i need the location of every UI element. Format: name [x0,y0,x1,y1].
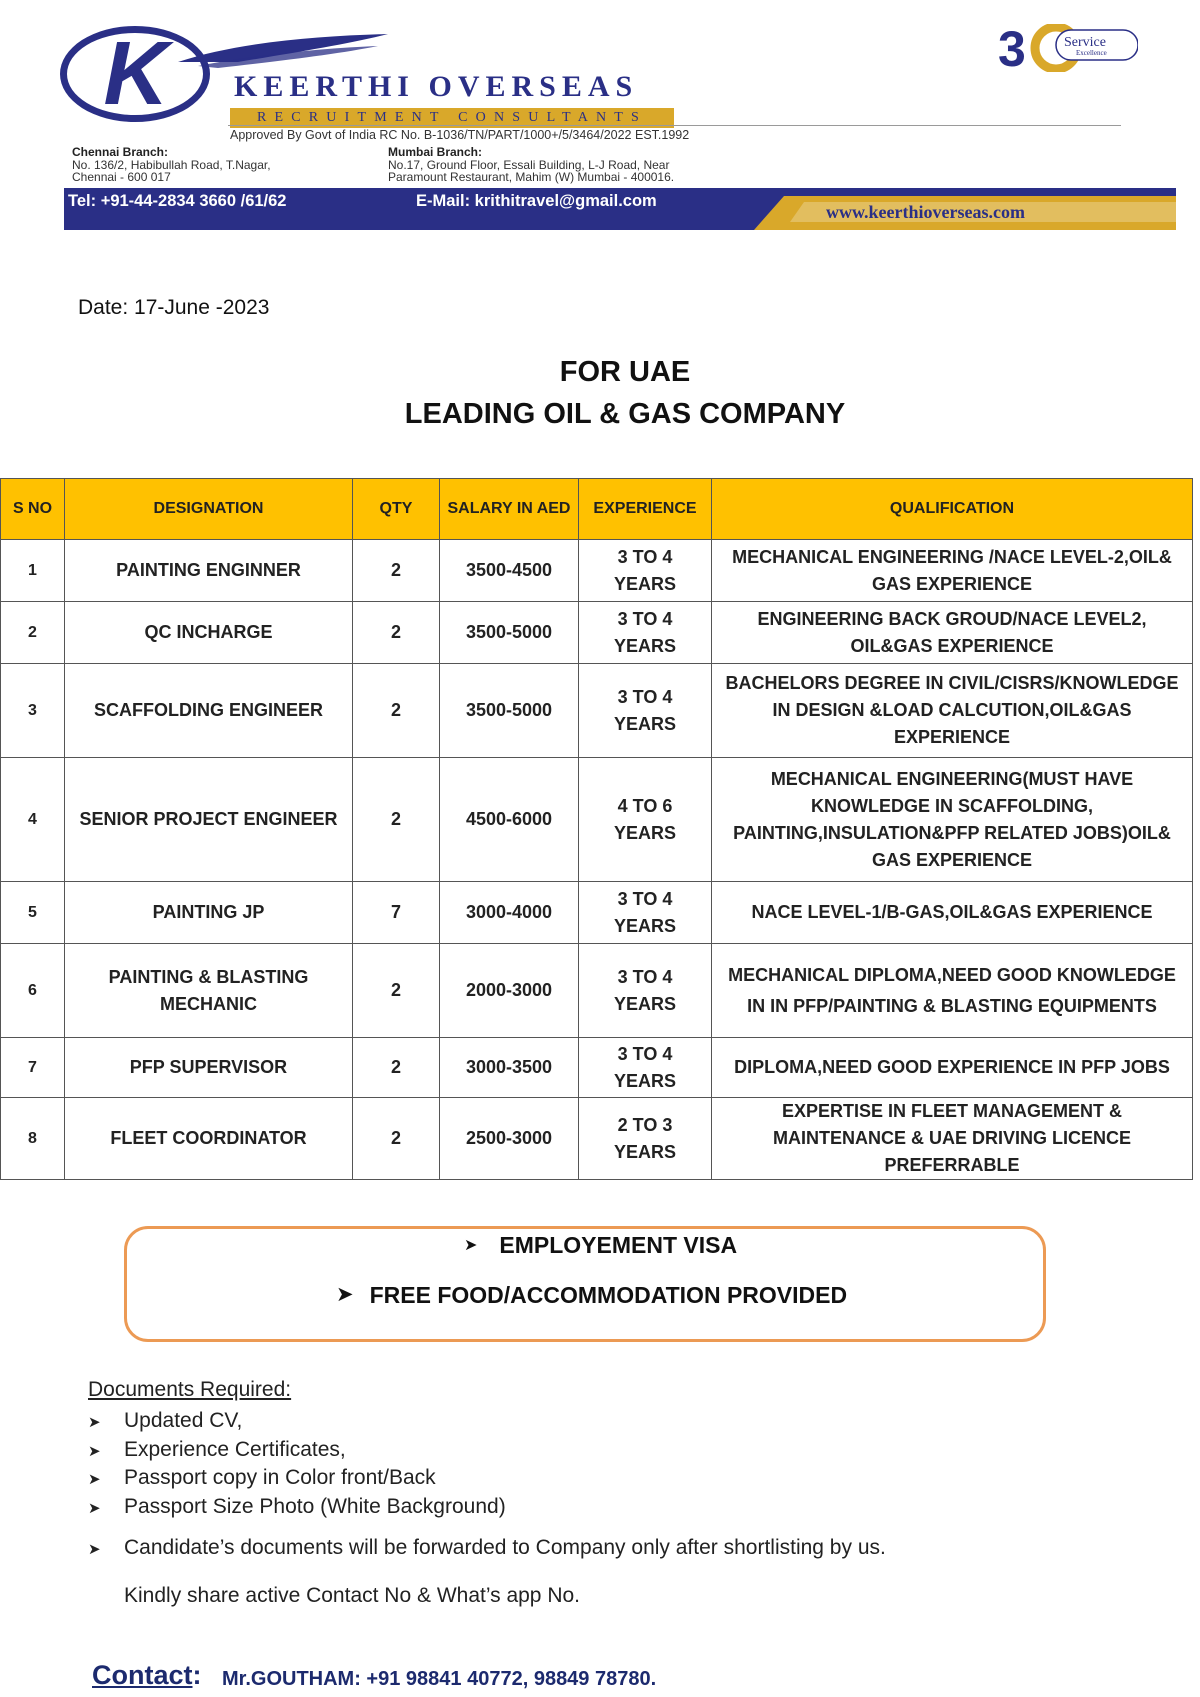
cell-designation: PAINTING JP [65,882,353,944]
cell-designation: QC INCHARGE [65,602,353,664]
shortlisting-note-text: Candidate’s documents will be forwarded to Company only after shortlisting by us. [124,1536,886,1559]
share-contact-note: Kindly share active Contact No & What’s app No. [124,1584,581,1607]
contact-details: Mr.GOUTHAM: +91 98841 40772, 98849 78780. [222,1668,657,1690]
cell-experience: 2 TO 3 YEARS [579,1098,712,1180]
chennai-address-line1: No. 136/2, Habibullah Road, T.Nagar, [72,157,271,172]
table-row [1,664,1193,758]
approval-text: Approved By Govt of India RC No. B-1036/TN/PART/1000+/5/3464/2022 EST.1992 [230,128,690,142]
badge-text-excellence: Excellence [1076,49,1107,57]
header-designation: DESIGNATION [65,479,353,540]
cell-experience: 3 TO 4 YEARS [579,664,712,758]
cell-salary: 4500-6000 [440,758,579,882]
cell-designation: SENIOR PROJECT ENGINEER [65,758,353,882]
document-item-text: Updated CV, [124,1409,243,1432]
cell-salary: 2000-3000 [440,944,579,1038]
list-item [88,1408,506,1437]
cell-salary: 3500-5000 [440,664,579,758]
table-row [1,1098,1193,1180]
telephone: Tel: +91-44-2834 3660 /61/62 [68,192,287,210]
cell-salary: 3500-4500 [440,540,579,602]
header-qualification: QUALIFICATION [712,479,1193,540]
document-item-text: Experience Certificates, [124,1437,346,1461]
badge-text-service: Service [1064,35,1106,50]
header-divider [228,125,1121,126]
cell-qty: 2 [353,1038,440,1098]
benefit-food-text: FREE FOOD/ACCOMMODATION PROVIDED [369,1282,848,1308]
chennai-address-line2: Chennai - 600 017 [72,170,171,184]
shortlisting-note [88,1536,886,1560]
cell-qualification: ENGINEERING BACK GROUD/NACE LEVEL2, OIL&GAS EXPERIENCE [712,602,1193,664]
mumbai-branch-label: Mumbai Branch: [388,145,483,159]
cell-sno: 3 [1,664,65,758]
table-header-row [1,479,1193,540]
cell-sno: 1 [1,540,65,602]
cell-qty: 7 [353,882,440,944]
arrow-bullet-icon: ➤ [88,1499,101,1517]
cell-designation: PAINTING & BLASTING MECHANIC [65,944,353,1038]
cell-experience: 3 TO 4 YEARS [579,1038,712,1098]
cell-qualification: MECHANICAL DIPLOMA,NEED GOOD KNOWLEDGE IN IN PFP/PAINTING & BLASTING EQUIPMENTS [712,944,1193,1038]
documents-list [88,1408,506,1522]
arrow-bullet-icon: ➤ [88,1471,101,1488]
cell-qualification: BACHELORS DEGREE IN CIVIL/CISRS/KNOWLEDGE IN DESIGN &LOAD CALCUTION,OIL&GAS EXPERIENCE [712,664,1193,758]
cell-sno: 8 [1,1098,65,1180]
cell-qualification: MECHANICAL ENGINEERING(MUST HAVE KNOWLEDGE IN SCAFFOLDING, PAINTING,INSULATION&PFP RELATED JOBS)OIL& GAS EXPERIENCE [712,758,1193,882]
service-excellence-badge [998,24,1138,72]
company-logo [58,22,698,130]
list-item [88,1494,506,1523]
chennai-branch [72,146,271,184]
header-experience: EXPERIENCE [579,479,712,540]
website: www.keerthioverseas.com [826,202,1025,222]
cell-designation: FLEET COORDINATOR [65,1098,353,1180]
table-row [1,1038,1193,1098]
header-qty: QTY [353,479,440,540]
arrow-bullet-icon: ➤ [88,1414,101,1431]
cell-qty: 2 [353,944,440,1038]
mumbai-address-line2: Paramount Restaurant, Mahim (W) Mumbai - 400016. [388,170,675,184]
benefit-food [336,1282,847,1309]
table-row [1,602,1193,664]
cell-qty: 2 [353,602,440,664]
table-row [1,540,1193,602]
cell-experience: 4 TO 6 YEARS [579,758,712,882]
cell-qty: 2 [353,758,440,882]
cell-qty: 2 [353,1098,440,1180]
header-salary: SALARY IN AED [440,479,579,540]
document-date: Date: 17-June -2023 [78,296,270,319]
cell-qualification: DIPLOMA,NEED GOOD EXPERIENCE IN PFP JOBS [712,1038,1193,1098]
title-company: LEADING OIL & GAS COMPANY [404,398,846,430]
cell-designation: SCAFFOLDING ENGINEER [65,664,353,758]
email: E-Mail: krithitravel@gmail.com [416,192,657,210]
table-row [1,758,1193,882]
benefit-visa-text: EMPLOYEMENT VISA [499,1232,738,1258]
document-item-text: Passport copy in Color front/Back [124,1466,436,1489]
cell-experience: 3 TO 4 YEARS [579,882,712,944]
benefit-visa [464,1232,737,1259]
cell-qualification: EXPERTISE IN FLEET MANAGEMENT & MAINTENANCE & UAE DRIVING LICENCE PREFERRABLE [712,1098,1193,1180]
cell-salary: 3000-4000 [440,882,579,944]
jobs-table [0,478,1193,1180]
cell-qualification: MECHANICAL ENGINEERING /NACE LEVEL-2,OIL& GAS EXPERIENCE [712,540,1193,602]
document-item-text: Passport Size Photo (White Background) [124,1494,506,1518]
contact-label-text: Contact [92,1660,193,1690]
table-row [1,882,1193,944]
cell-sno: 5 [1,882,65,944]
list-item [88,1437,506,1466]
cell-experience: 3 TO 4 YEARS [579,602,712,664]
cell-sno: 7 [1,1038,65,1098]
arrow-bullet-icon: ➤ [88,1442,101,1460]
arrow-bullet-icon: ➤ [88,1541,101,1558]
cell-sno: 2 [1,602,65,664]
title-country: FOR UAE [559,356,691,388]
cell-salary: 3500-5000 [440,602,579,664]
cell-qty: 2 [353,540,440,602]
chennai-branch-label: Chennai Branch: [72,145,169,159]
cell-experience: 3 TO 4 YEARS [579,540,712,602]
cell-designation: PFP SUPERVISOR [65,1038,353,1098]
cell-qty: 2 [353,664,440,758]
logo-letter: K [103,24,169,124]
documents-heading: Documents Required: [88,1378,292,1401]
company-name: KEERTHI OVERSEAS [234,70,639,103]
arrow-bullet-icon: ➤ [464,1236,478,1254]
cell-sno: 4 [1,758,65,882]
cell-designation: PAINTING ENGINNER [65,540,353,602]
cell-experience: 3 TO 4 YEARS [579,944,712,1038]
header-sno: S NO [1,479,65,540]
contact-label: Contact: [92,1660,202,1690]
cell-salary: 2500-3000 [440,1098,579,1180]
table-row [1,944,1193,1038]
arrow-bullet-icon: ➤ [336,1283,354,1307]
list-item [88,1465,506,1494]
company-tagline: RECRUITMENT CONSULTANTS [230,108,674,128]
cell-salary: 3000-3500 [440,1038,579,1098]
badge-number: 3 [998,24,1026,72]
cell-sno: 6 [1,944,65,1038]
cell-qualification: NACE LEVEL-1/B-GAS,OIL&GAS EXPERIENCE [712,882,1193,944]
mumbai-address-line1: No.17, Ground Floor, Essali Building, L-J Road, Near [388,157,670,172]
mumbai-branch [388,146,674,184]
logo-wing-icon [178,32,388,72]
